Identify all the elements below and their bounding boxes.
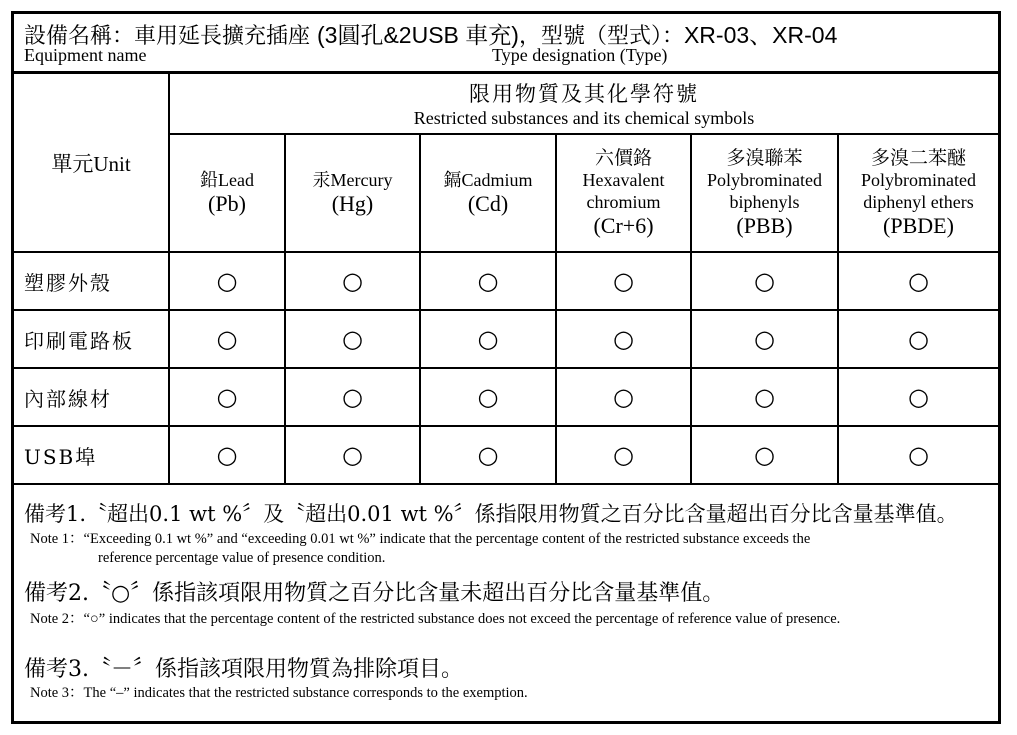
- presence-mark: ○: [556, 368, 691, 426]
- equipment-name-zh: 設備名稱：車用延長擴充插座: [24, 24, 311, 49]
- header-section: [14, 14, 998, 74]
- substance-pbde: [838, 134, 998, 252]
- note2-zh: 備考2.〝○〞係指該項限用物質之百分比含量未超出百分比含量基準值。: [24, 581, 725, 606]
- presence-mark: ○: [169, 252, 285, 310]
- substance-name-zh: 多溴聯苯: [726, 147, 803, 169]
- presence-mark: ○: [285, 310, 420, 368]
- substance-name-en: Hexavalent: [582, 170, 665, 190]
- substance-symbol: (Pb): [208, 191, 246, 216]
- presence-mark: ○: [691, 252, 838, 310]
- note1-en-line1: Note 1：“Exceeding 0.1 wt %” and “exceeding 0.01 wt %” indicate that the percentage content of the restricted substance exceeds the: [30, 531, 811, 547]
- substance-pbb: [691, 134, 838, 252]
- table-row: [14, 252, 998, 310]
- substance-table: [14, 74, 998, 485]
- note1-en-line2: reference percentage value of presence condition.: [98, 550, 386, 566]
- presence-mark: ○: [556, 426, 691, 484]
- presence-mark: ○: [285, 426, 420, 484]
- presence-mark: ○: [420, 310, 556, 368]
- model-numbers: XR-03、XR-04: [683, 22, 838, 48]
- substance-name-en: Polybrominated: [707, 170, 822, 190]
- substance-name-zh: 六價鉻: [594, 147, 652, 169]
- substance-name-en: biphenyls: [729, 192, 800, 212]
- presence-mark: ○: [420, 368, 556, 426]
- presence-mark: ○: [285, 252, 420, 310]
- substance-name-en: Polybrominated: [861, 170, 976, 190]
- type-designation-en: Type designation (Type): [492, 45, 668, 65]
- restricted-substances-header: [169, 74, 998, 134]
- presence-mark: ○: [691, 426, 838, 484]
- substance-name-en: diphenyl ethers: [863, 192, 974, 212]
- substance-cadmium: [420, 134, 556, 252]
- presence-mark: ○: [838, 252, 998, 310]
- restricted-substances-en: Restricted substances and its chemical symbols: [413, 108, 755, 128]
- substance-name-zh: 多溴二苯醚: [870, 147, 966, 169]
- rohs-declaration-table: [11, 11, 1001, 724]
- substance-name: 汞Mercury: [312, 170, 393, 190]
- presence-mark: ○: [169, 310, 285, 368]
- table-row: [14, 368, 998, 426]
- presence-mark: ○: [556, 252, 691, 310]
- substance-lead: [169, 134, 285, 252]
- note3-en: Note 3：The “–” indicates that the restricted substance corresponds to the exemption.: [30, 685, 528, 701]
- presence-mark: ○: [420, 426, 556, 484]
- presence-mark: ○: [556, 310, 691, 368]
- substance-mercury: [285, 134, 420, 252]
- model-description: (3圓孔&2USB 車充): [317, 22, 519, 48]
- equipment-name-en: Equipment name: [24, 45, 147, 65]
- restricted-substances-zh: 限用物質及其化學符號: [469, 82, 699, 106]
- presence-mark: ○: [838, 310, 998, 368]
- substance-name: 鉛Lead: [200, 170, 254, 190]
- unit-name: USB埠: [14, 426, 169, 484]
- unit-name: 塑膠外殼: [14, 252, 169, 310]
- presence-mark: ○: [838, 368, 998, 426]
- substance-symbol: (Cr+6): [593, 213, 654, 238]
- unit-header: 單元Unit: [14, 74, 169, 252]
- presence-mark: ○: [169, 368, 285, 426]
- substance-symbol: (PBDE): [883, 213, 954, 238]
- unit-name: 印刷電路板: [14, 310, 169, 368]
- presence-mark: ○: [691, 310, 838, 368]
- unit-name: 內部線材: [14, 368, 169, 426]
- substance-name: 鎘Cadmium: [443, 170, 533, 190]
- presence-mark: ○: [691, 368, 838, 426]
- table-row: [14, 426, 998, 484]
- substance-symbol: (Hg): [331, 191, 374, 216]
- presence-mark: ○: [420, 252, 556, 310]
- substance-symbol: (PBB): [736, 213, 793, 238]
- table-header-row: [14, 74, 998, 134]
- substance-symbol: (Cd): [467, 191, 509, 216]
- table-row: [14, 310, 998, 368]
- presence-mark: ○: [838, 426, 998, 484]
- note3-zh: 備考3.〝－〞係指該項限用物質為排除項目。: [24, 657, 463, 682]
- substance-name-en: chromium: [586, 192, 661, 212]
- note1-zh: 備考1.〝超出0.1 wt %〞及〝超出0.01 wt %〞係指限用物質之百分比含量超出百分比含量基準值。: [24, 502, 958, 526]
- substance-hexavalent-chromium: [556, 134, 691, 252]
- presence-mark: ○: [169, 426, 285, 484]
- presence-mark: ○: [285, 368, 420, 426]
- note2-en: Note 2：“○” indicates that the percentage content of the restricted substance does not exceed the percentage of reference value of presence.: [30, 611, 841, 627]
- model-label-zh: ，型號（型式）：: [518, 24, 684, 49]
- note1-en: [30, 530, 975, 568]
